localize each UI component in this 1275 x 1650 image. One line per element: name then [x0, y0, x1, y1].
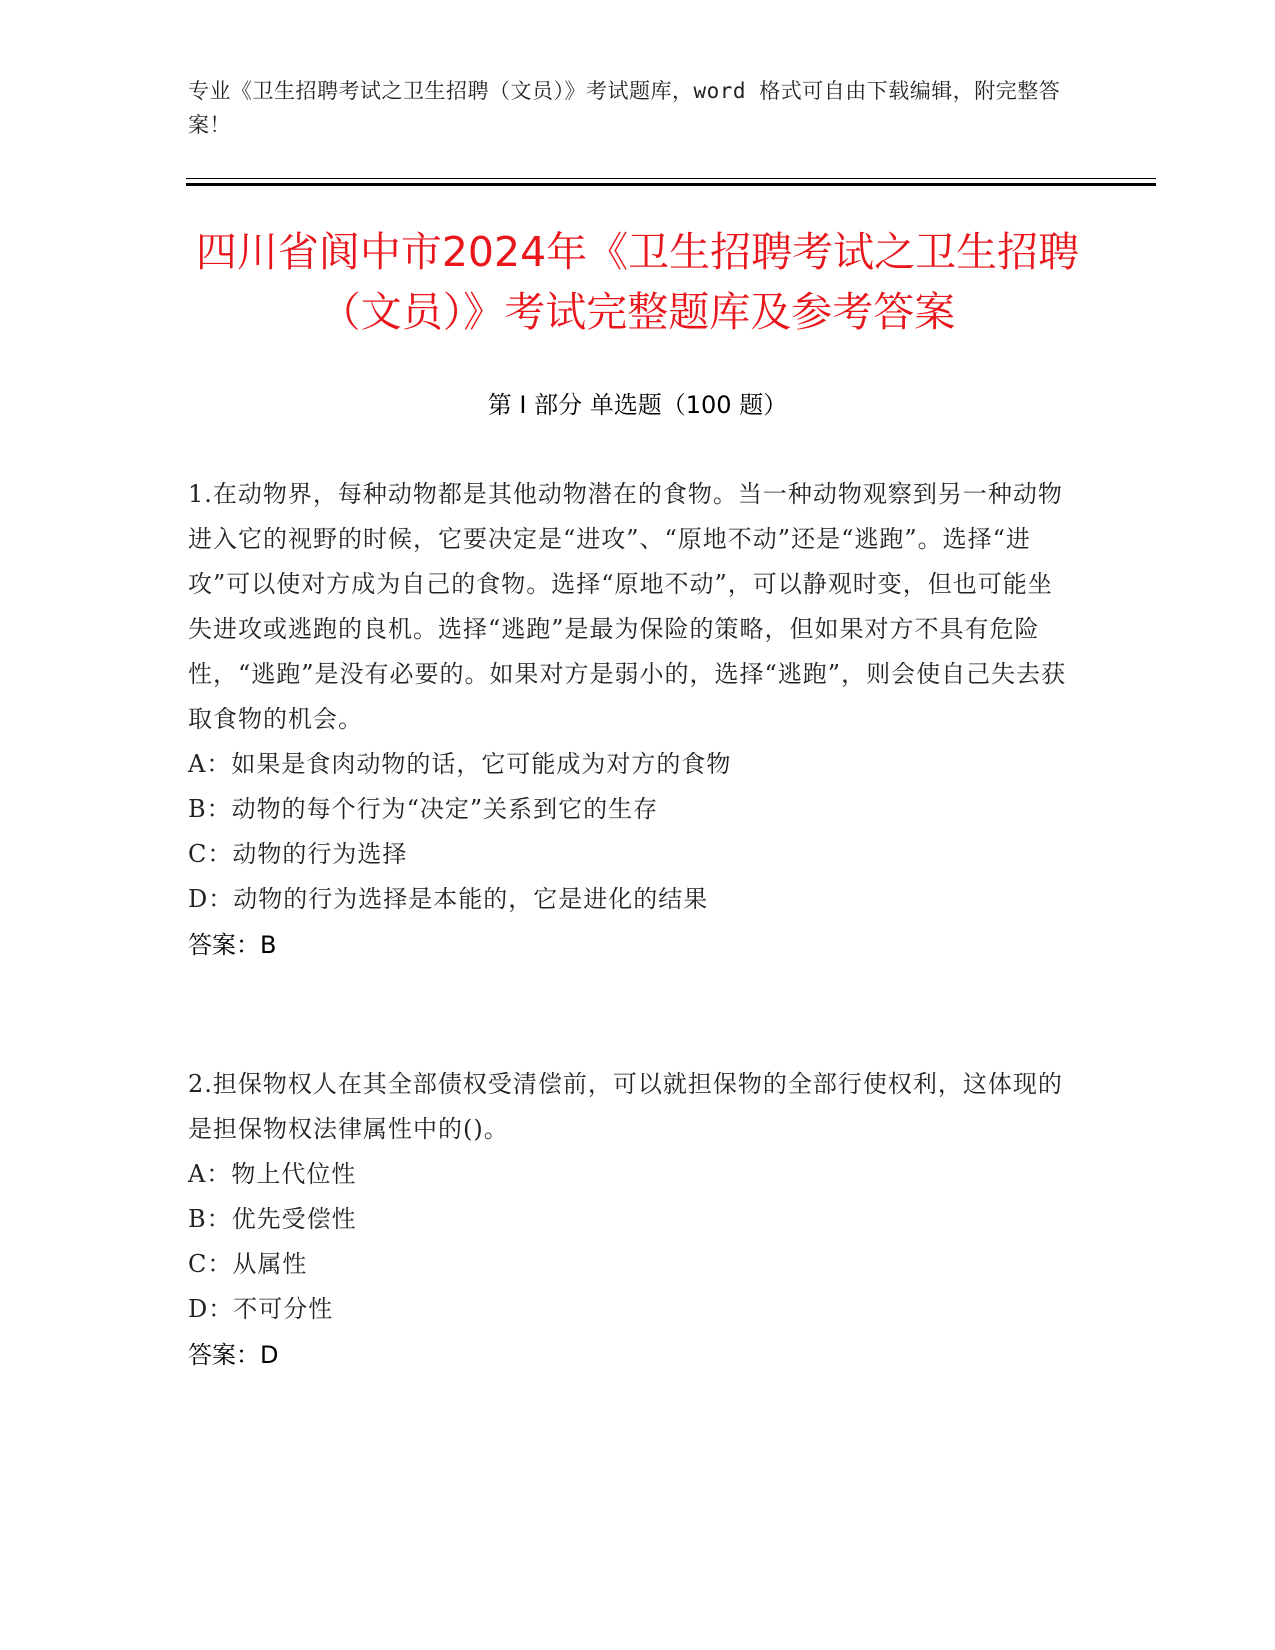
- option-a: A：物上代位性: [188, 1160, 357, 1188]
- option-b: B：优先受偿性: [188, 1205, 357, 1233]
- header-divider-thick: [186, 183, 1156, 186]
- document-title: 四川省阆中市2024年《卫生招聘考试之卫生招聘（文员）》考试完整题库及参考答案: [195, 228, 1080, 336]
- option-c: C：从属性: [188, 1250, 308, 1278]
- answer-line: 答案：D: [188, 1341, 279, 1369]
- option-d: D：不可分性: [188, 1295, 334, 1323]
- question-block: [188, 1062, 1068, 1378]
- option-b: B：动物的每个行为“决定”关系到它的生存: [188, 795, 659, 823]
- option-a: A：如果是食肉动物的话，它可能成为对方的食物: [188, 750, 732, 778]
- question-stem: 1.在动物界，每种动物都是其他动物潜在的食物。当一种动物观察到另一种动物进入它的视野的时候，它要决定是“进攻”、“原地不动”还是“逃跑”。选择“进攻”可以使对方成为自己的食物。选择“原地不动”，可以静观时变，但也可能坐失进攻或逃跑的良机。选择“逃跑”是最为保险的策略，但如果对方不具有危险性，“逃跑”是没有必要的。如果对方是弱小的，选择“逃跑”，则会使自己失去获取食物的机会。: [188, 480, 1067, 733]
- section-heading: 第 I 部分 单选题（100 题）: [487, 391, 788, 419]
- answer-line: 答案：B: [188, 931, 277, 959]
- header-divider-thin: [186, 178, 1156, 179]
- option-c: C：动物的行为选择: [188, 840, 408, 868]
- option-d: D：动物的行为选择是本能的，它是进化的结果: [188, 885, 709, 913]
- question-block: [188, 472, 1068, 968]
- header-note: 专业《卫生招聘考试之卫生招聘（文员）》考试题库，word 格式可自由下载编辑，附完整答案！: [188, 79, 1061, 137]
- question-stem: 2.担保物权人在其全部债权受清偿前，可以就担保物的全部行使权利，这体现的是担保物权法律属性中的()。: [188, 1070, 1063, 1143]
